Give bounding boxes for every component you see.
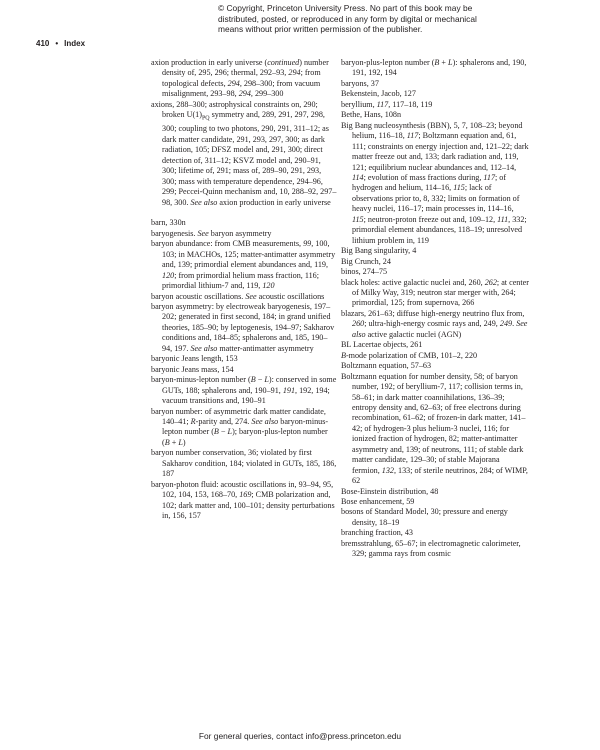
italic-segment: 115 [352, 214, 364, 224]
text-segment: blazars, 261–63; diffuse high-energy neutrino flux from, [341, 308, 525, 318]
text-segment: baryonic Jeans mass, 154 [151, 364, 234, 374]
text-segment: symmetry and, 289, 291, 297, 298, 300; coupling to two photons, 290, 291, 311–12; as dark matter candidate, 291, 293, 297, 300; as dark radiation, 105; DFSZ model and, 291, 300; direct detection of, 311–12; KSVZ model and, 290–91, 300; lifetime of, 291; mass of, 289–90, 291, 293, 300; mass with temperature dependence, 294–96, 299; Peccei-Quinn mechanism and, 10, 288–92, 297–98, 300. [162, 110, 337, 207]
italic-segment: See [245, 291, 257, 301]
italic-segment: See also [190, 197, 218, 207]
index-entry [341, 100, 529, 110]
text-segment: , 133; of sterile neutrinos, 284; of WIMP, 62 [352, 465, 528, 486]
text-segment: binos, 274–75 [341, 267, 388, 277]
index-entry [341, 487, 529, 497]
text-segment: branching fraction, 43 [341, 528, 413, 538]
italic-segment: L [448, 58, 453, 67]
index-entry [341, 528, 529, 538]
text-segment: baryogenesis. [151, 228, 198, 238]
italic-segment: 111 [497, 214, 509, 224]
text-segment: Big Crunch, 24 [341, 256, 391, 266]
index-entry [151, 229, 337, 239]
index-entry [151, 448, 337, 479]
text-segment: , 299–300 [250, 89, 284, 99]
running-head [36, 39, 85, 48]
index-entry [341, 372, 529, 487]
text-segment: bremsstrahlung, 65–67; in electromagnetic calorimeter, 329; gamma rays from cosmic [341, 538, 521, 559]
text-segment: ) number density of, 295, 296; thermal, 292–93, [162, 58, 329, 78]
italic-segment: L [178, 437, 183, 447]
italic-segment: 114 [352, 172, 364, 182]
index-entry [341, 507, 529, 528]
text-segment: baryon-minus-lepton number ( [162, 417, 329, 437]
footer-contact: For general queries, contact info@press.princeton.edu [198, 731, 402, 741]
italic-segment: 117 [406, 131, 419, 141]
index-entry [341, 361, 529, 371]
copyright-notice: © Copyright, Princeton University Press. No part of this book may be distributed, posted, or reproduced in any form by digital or mechanical means without prior written permission of the publisher. [218, 3, 477, 35]
text-segment: axions, 288–300; astrophysical constraints on, 290; broken U(1) [151, 99, 318, 120]
text-segment: baryon acoustic oscillations. [151, 291, 246, 301]
index-entry [341, 246, 529, 256]
index-column-right [341, 58, 529, 560]
index-entry [151, 302, 337, 354]
text-segment: baryon asymmetry: by electroweak baryogenesis, 197–202; generated in first second, 184; in grand unified theories, 185–90; by leptogenesis, 194–97; Sakharov conditions and, 184–85; sphalerons and, 185, 190–94, 197. [151, 302, 335, 353]
section-title: Index [64, 39, 86, 48]
italic-segment: See also [251, 417, 279, 427]
text-segment: , 332; primordial element abundances, 118–19; unresolved lithium problem in, 119 [352, 214, 527, 245]
text-segment: Bethe, Hans, 108n [341, 110, 402, 120]
index-column-left [151, 58, 337, 522]
italic-segment: 262 [484, 277, 497, 287]
italic-segment: B [341, 350, 346, 360]
italic-segment: 132 [381, 465, 394, 475]
page-number: 410 [36, 39, 50, 48]
index-entry [341, 79, 529, 89]
text-segment: + [169, 437, 179, 447]
text-segment: matter-antimatter asymmetry [217, 343, 314, 353]
text-segment: bosons of Standard Model, 30; pressure and energy density, 18–19 [341, 507, 508, 527]
index-entry [341, 89, 529, 99]
text-segment: axion production in early universe [217, 197, 331, 207]
text-segment: -mode polarization of CMB, 101–2, 220 [345, 350, 478, 360]
italic-segment: 99 [303, 239, 312, 249]
text-segment: ) [182, 437, 186, 447]
text-segment: ; CMB polarization and, 102; dark matter and, 100–101; density perturbations in, 156, 157 [162, 490, 335, 521]
text-segment: , 117–18, 119 [388, 99, 433, 109]
index-entry [151, 218, 337, 228]
italic-segment: B [164, 437, 170, 447]
italic-segment: B [434, 58, 440, 67]
text-segment: , 100, 103; in MACHOs, 125; matter-antimatter asymmetry and, 139; primordial element abundances and, 119, [162, 239, 336, 270]
index-entry [341, 278, 529, 309]
text-segment: ; evolution of mass fractions during, [363, 172, 484, 182]
text-segment: Bekenstein, Jacob, 127 [341, 89, 416, 99]
text-segment: acoustic oscillations [256, 291, 325, 301]
index-entry [341, 257, 529, 267]
text-segment: − [255, 375, 265, 385]
text-segment: BL Lacertae objects, 261 [341, 340, 423, 350]
index-entry [341, 267, 529, 277]
italic-segment: 117 [376, 99, 389, 109]
text-segment: baryon-plus-lepton number ( [341, 58, 435, 67]
italic-segment: B [250, 375, 256, 385]
text-segment: − [218, 427, 228, 437]
italic-segment: See [197, 228, 209, 238]
text-segment: axion production in early universe ( [151, 58, 268, 67]
italic-segment: 294 [288, 68, 301, 78]
text-segment: ; from primordial helium mass fraction, 116; primordial lithium-7 and, 119, [162, 270, 319, 291]
subscript-segment: PQ [201, 115, 210, 122]
index-entry [151, 354, 337, 364]
text-segment: barn, 330n [151, 218, 186, 228]
text-segment: baryonic Jeans length, 153 [151, 354, 238, 364]
italic-segment: 115 [453, 183, 465, 193]
index-entry [341, 351, 529, 361]
text-segment: ): conserved in some GUTs, 188; sphalerons and, 190–91, [162, 375, 337, 395]
italic-segment: See also [352, 319, 528, 339]
index-entry [341, 110, 529, 120]
italic-segment: R [190, 417, 196, 427]
index-entry [151, 239, 337, 291]
index-entry [151, 375, 337, 406]
index-entry [151, 365, 337, 375]
text-segment: ; of hydrogen and helium, 114–16, [352, 172, 507, 193]
italic-segment: continued [267, 58, 300, 67]
text-segment: baryon abundance: from CMB measurements, [151, 239, 304, 249]
text-segment: baryon-photon fluid: acoustic oscillations in, 93–94, 95, 102, 104, 153, 168–70, [151, 479, 334, 500]
italic-segment: L [227, 427, 233, 437]
text-segment: ; at center of Milky Way, 319; neutron star merger with, 264; primordial, 125; from supernova, 266 [352, 277, 529, 308]
text-segment: baryon asymmetry [208, 228, 272, 238]
text-segment: ; from topological defects, [162, 68, 321, 88]
index-entry [341, 309, 529, 340]
text-segment: Bose enhancement, 59 [341, 497, 415, 507]
italic-segment: 294 [227, 78, 240, 88]
italic-segment: 260 [352, 319, 365, 329]
text-segment: ; ultra-high-energy cosmic rays and, 249, [364, 319, 500, 329]
text-segment: baryon number conservation, 36; violated by first Sakharov condition, 184; violated in GUTs, 185, 186, 187 [151, 448, 337, 479]
text-segment: baryon number: of asymmetric dark matter candidate, 140–41; [151, 406, 326, 427]
text-segment: Boltzmann equation, 57–63 [341, 361, 432, 371]
text-segment: beryllium, [341, 99, 377, 109]
text-segment: ; neutron-proton freeze out and, 109–12, [363, 214, 498, 224]
text-segment: baryon-minus-lepton number ( [151, 375, 251, 385]
italic-segment: 249 [499, 319, 513, 329]
text-segment: ): sphalerons and, 190, 191, 192, 194 [352, 58, 527, 78]
index-entry [151, 58, 337, 100]
text-segment: active galactic nuclei (AGN) [365, 329, 462, 339]
italic-segment: 120 [162, 270, 175, 280]
italic-segment: 294 [238, 89, 251, 99]
text-segment: ; lack of observations prior to, 8, 332; limits on formation of heavy nuclei, 116–17; main processes in, 114–16, [352, 183, 520, 214]
italic-segment: See also [190, 343, 218, 353]
text-segment: black holes: active galactic nuclei and, 260, [341, 277, 485, 287]
text-segment: + [439, 58, 449, 67]
italic-segment: 169 [239, 490, 252, 500]
text-segment: , 192, 194; vacuum transitions and, 190–91 [162, 385, 330, 406]
index-entry [151, 292, 337, 302]
index-entry [151, 100, 337, 208]
index-entry [341, 121, 529, 246]
italic-segment: 191 [282, 385, 296, 395]
text-segment: baryons, 37 [341, 78, 379, 88]
index-entry [341, 340, 529, 350]
text-segment: Big Bang singularity, 4 [341, 246, 417, 256]
text-segment: Bose-Einstein distribution, 48 [341, 486, 439, 496]
running-head-bullet: • [55, 39, 59, 48]
index-entry [341, 497, 529, 507]
italic-segment: L [264, 375, 269, 385]
italic-segment: 120 [262, 281, 275, 291]
text-segment: Big Bang nucleosynthesis (BBN), 5, 7, 108–23; beyond helium, 116–18, [341, 120, 523, 141]
text-segment: ); baryon-plus-lepton number ( [162, 427, 328, 447]
index-entry [151, 480, 337, 522]
text-segment: Boltzmann equation for number density, 58; of baryon number, 192; of beryllium-7, 117; collision terms in, 58–61; in dark matter coannihilations, 136–39; entropy density and, 62–63; of free electrons during recombination, 61–62; of frozen-in dark matter, 141–42; of hydrogen-3 plus helium-3 nuclei, 116; for ionized fraction of hydrogen, 82; matter-antimatter asymmetry and, 139; of neutrons, 111; of stable dark matter candidate, 129–30; of stable Majorana fermion, [341, 371, 526, 475]
index-entry [341, 58, 529, 79]
index-entry [341, 539, 529, 560]
text-segment: , 298–300; from vacuum misalignment, 293–98, [162, 78, 321, 99]
text-segment: . [512, 319, 517, 329]
text-segment: ; Boltzmann equation and, 61, 111; constraints on energy injection and, 121–22; dark matter freeze out and, 133; dark radiation and, 119, 121; equilibrium nuclear abundances and, 112–14, [352, 131, 529, 172]
index-entry [151, 407, 337, 449]
italic-segment: 117 [483, 172, 496, 182]
text-segment: -parity and, 274. [195, 417, 252, 427]
italic-segment: B [213, 427, 219, 437]
